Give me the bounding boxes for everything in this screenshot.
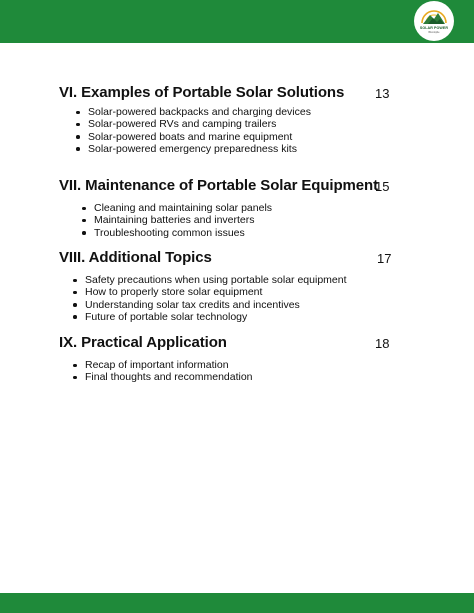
brand-logo [414, 1, 454, 41]
section-heading: IX. Practical Application [59, 334, 227, 351]
list-item: Final thoughts and recommendation [73, 371, 253, 383]
section-page-number: 15 [375, 179, 390, 194]
section-page-number: 18 [375, 336, 390, 351]
list-item: Cleaning and maintaining solar panels [82, 202, 272, 214]
section-heading: VI. Examples of Portable Solar Solutions [59, 84, 345, 101]
list-item: Solar-powered backpacks and charging devices [76, 106, 311, 118]
list-item: Understanding solar tax credits and incentives [73, 299, 347, 311]
section-page-number: 17 [377, 251, 392, 266]
section-heading: VII. Maintenance of Portable Solar Equipment [59, 177, 378, 194]
header-bar [0, 0, 474, 43]
section-item-list [73, 359, 253, 384]
list-item: Recap of important information [73, 359, 253, 371]
logo-title: SOLAR POWER [419, 26, 449, 30]
list-item: Troubleshooting common issues [82, 227, 272, 239]
section-item-list [76, 106, 311, 155]
list-item: Future of portable solar technology [73, 311, 347, 323]
section-heading: VIII. Additional Topics [59, 249, 212, 266]
logo-subtitle: Bitcoinpile [428, 31, 440, 34]
list-item: Solar-powered boats and marine equipment [76, 131, 311, 143]
section-item-list [82, 202, 272, 239]
footer-bar [0, 593, 474, 613]
section-page-number: 13 [375, 86, 390, 101]
list-item: Maintaining batteries and inverters [82, 214, 272, 226]
list-item: Solar-powered emergency preparedness kits [76, 143, 311, 155]
list-item: Solar-powered RVs and camping trailers [76, 118, 311, 130]
sun-mountain-logo-icon [414, 1, 454, 41]
list-item: Safety precautions when using portable solar equipment [73, 274, 347, 286]
list-item: How to properly store solar equipment [73, 286, 347, 298]
section-item-list [73, 274, 347, 323]
